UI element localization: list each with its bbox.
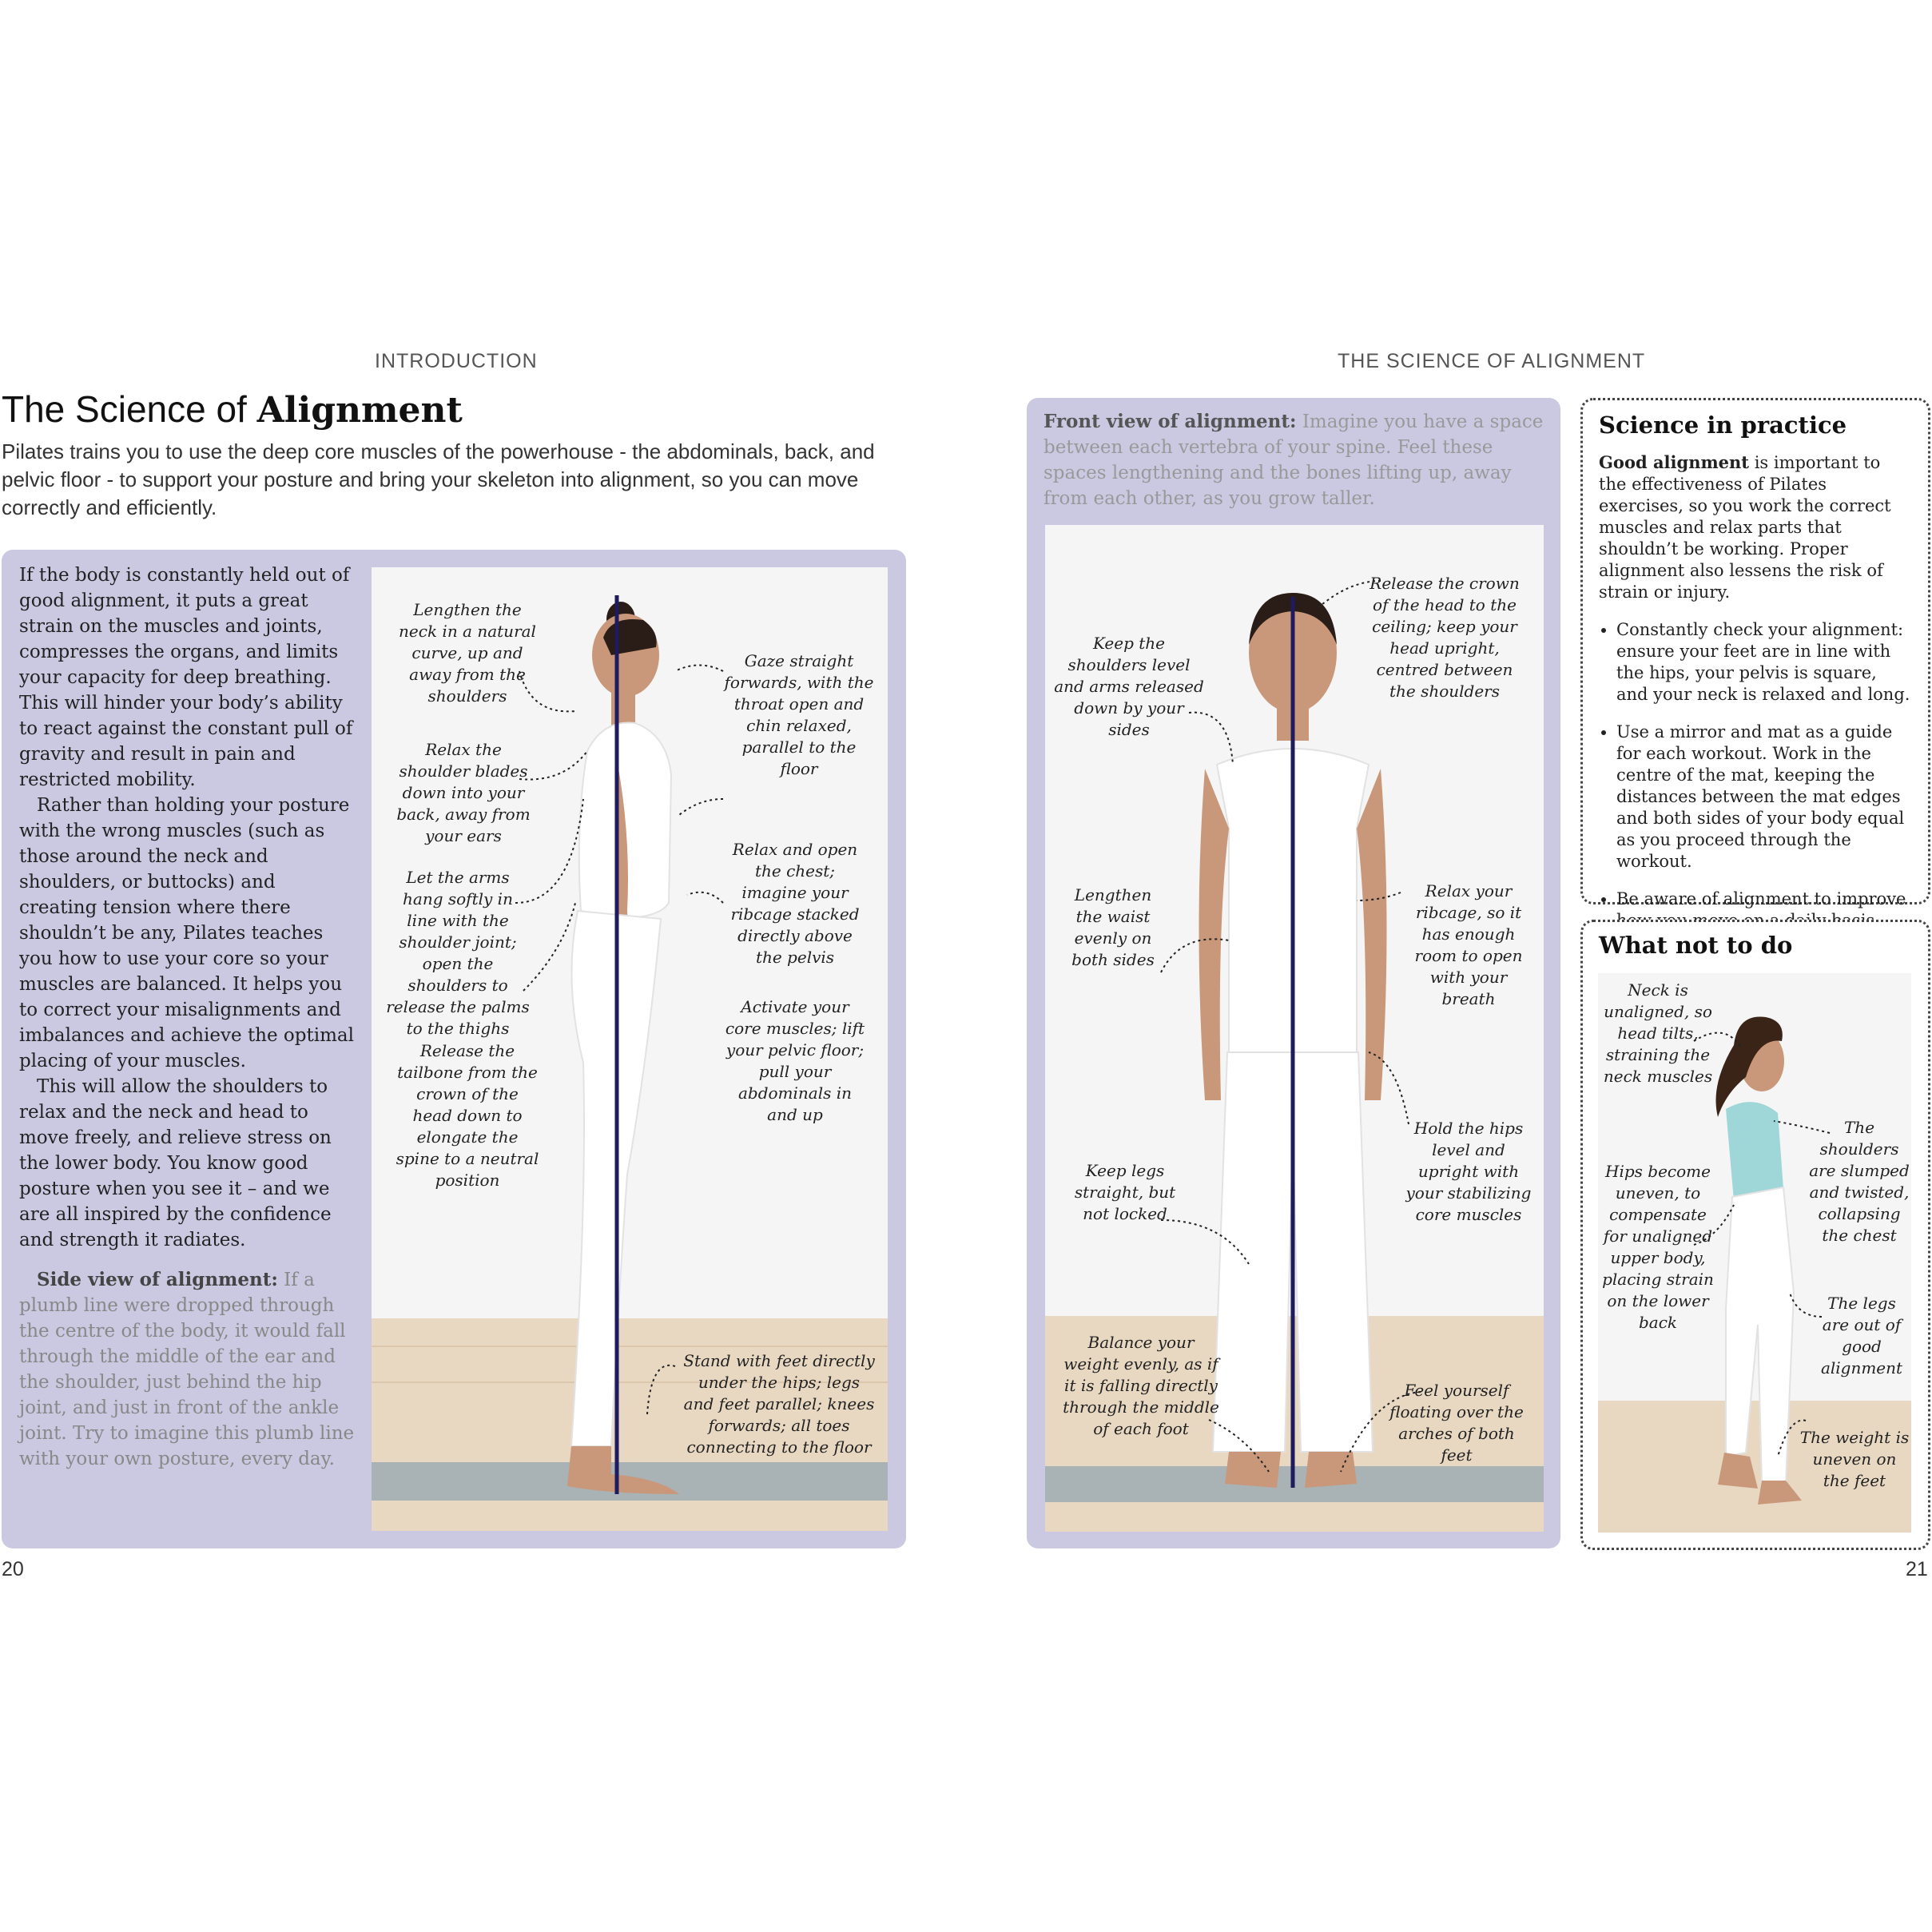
annotation-waist: Lengthen the waist evenly on both sides (1071, 885, 1155, 969)
annotation-feet: Stand with feet directly under the hips; legs and feet parallel; knees forwards; all toes connecting to the floor (683, 1351, 875, 1457)
annotation-legs: Keep legs straight, but not locked (1074, 1161, 1176, 1223)
what-not-photo (1598, 973, 1911, 1532)
title-light: The Science of (2, 388, 257, 430)
annotation-tailbone: Release the tailbone from the crown of the head down to elongate the spine to a neutral position (396, 1041, 539, 1190)
annotation-shoulders-level: Keep the shoulders level and arms released down by your sides (1054, 634, 1204, 739)
science-bullet-3: • Be aware of alignment to improve (1616, 888, 1912, 932)
what-not-heading: What not to do (1599, 932, 1793, 959)
annotation-lengthen-neck: Lengthen the neck in a natural curve, up and away from the shoulders (399, 600, 536, 706)
science-box-lead-text: is important to the effectiveness of Pilates exercises, so you work the correct muscles and relax parts that shouldn’t be working. Proper alignment also lessens the risk of strain or injury. (1599, 453, 1891, 602)
annotation-shoulder-blades: Relax the shoulder blades down into your back, away from your ears (396, 740, 531, 845)
page-title (2, 388, 463, 431)
side-view-heading: Side view of alignment: (37, 1269, 278, 1290)
science-box-heading: Science in practice (1599, 411, 1847, 439)
annotation-shoulders-slumped: The shoulders are slumped and twisted, collapsing the chest (1809, 1118, 1910, 1245)
annotation-legs-out: The legs are out of good alignment (1820, 1294, 1903, 1377)
annotation-hips: Hold the hips level and upright with your stabilizing core muscles (1405, 1119, 1532, 1224)
science-bullet-2: • Use a mirror and mat as a guide for each workout. Work in the centre of the mat, keeping the distances between the mat edges and both sides of your body equal as you proceed through the workout. (1616, 722, 1912, 873)
annotation-weight-uneven: The weight is uneven on the feet (1799, 1428, 1910, 1490)
side-view-text: If a plumb line were dropped through the centre of the body, it would fall through the middle of the ear and the shoulder, just behind the hip joint, and just in front of the ankle joint. Try to imagine this plumb line with your own posture, every day. (19, 1270, 355, 1469)
annotation-chest: Relax and open the chest; imagine your ribcage stacked directly above the pelvis (730, 840, 860, 967)
running-head-left: INTRODUCTION (375, 350, 538, 372)
running-head-right: THE SCIENCE OF ALIGNMENT (1338, 350, 1646, 372)
body-paragraph-1: If the body is constantly held out of good alignment, it puts a great strain on the muscles and joints, compresses the organs, and limits your capacity for deep breathing. This will hinder your body’s ability to react against the constant pull of gravity and result in pain and restricted mobility. (19, 565, 353, 790)
front-view-text: Imagine you have a space between each vertebra of your spine. Feel these spaces lengthening and the bones lifting up, away from each other, as you grow taller. (1044, 411, 1544, 509)
annotation-arms: Let the arms hang softly in line with the shoulder joint; open the shoulders to release the palms to the thighs (386, 868, 530, 1038)
annotation-crown: Release the crown of the head to the ceiling; keep your head upright, centred between the shoulders (1369, 574, 1520, 701)
body-paragraph-2: Rather than holding your posture with the wrong muscles (such as those around the neck and shoulders, or buttocks) and creating tension where there shouldn’t be any, Pilates teaches you how to use your core so your muscles are balanced. It helps you to correct your misalignments and imbalances and achieve the optimal placing of your muscles. (19, 795, 354, 1071)
annotation-arches: Feel yourself floating over the arches of both feet (1389, 1381, 1524, 1465)
annotation-core: Activate your core muscles; lift your pelvic floor; pull your abdominals in and up (725, 997, 865, 1124)
science-box-text (1599, 451, 1912, 932)
science-box-lead (1599, 451, 1912, 603)
annotation-neck-unaligned: Neck is unaligned, so head tilts, straining the neck muscles (1603, 980, 1713, 1086)
science-in-practice-box (1580, 398, 1930, 908)
title-bold: Alignment (256, 390, 463, 431)
side-view-photo (372, 567, 888, 1531)
science-box-lead-bold: Good alignment (1599, 452, 1750, 472)
intro-paragraph: Pilates trains you to use the deep core muscles of the powerhouse - the abdominals, back, and pelvic floor - to support your posture and bring your skeleton into alignment, so you can move correctly and efficiently. (2, 439, 875, 519)
science-box-bullets (1599, 619, 1912, 932)
annotation-ribcage: Relax your ribcage, so it has enough room to open with your breath (1414, 881, 1523, 1008)
body-text (19, 563, 355, 1472)
side-view-caption (19, 1267, 355, 1472)
annotation-balance: Balance your weight evenly, as if it is falling directly through the middle of each foot (1063, 1333, 1219, 1438)
page-number-right: 21 (1906, 1558, 1928, 1580)
science-bullet-1: • Constantly check your alignment: ensure your feet are in line with the hips, your pelvis is square, and your neck is relaxed and long. (1616, 619, 1912, 706)
annotation-hips-uneven: Hips become uneven, to compensate for unaligned upper body, placing strain on the lower back (1602, 1162, 1714, 1332)
front-view-heading: Front view of alignment: (1044, 411, 1297, 432)
front-view-caption (1044, 409, 1547, 511)
front-view-photo (1045, 525, 1544, 1532)
page-number-left: 20 (2, 1558, 24, 1580)
body-paragraph-3: This will allow the shoulders to relax and the neck and head to move freely, and relieve stress on the lower body. You know good posture when you see it – and we are all inspired by the confidence and strength it radiates. (19, 1076, 332, 1250)
annotation-gaze: Gaze straight forwards, with the throat open and chin relaxed, parallel to the floor (724, 651, 874, 778)
